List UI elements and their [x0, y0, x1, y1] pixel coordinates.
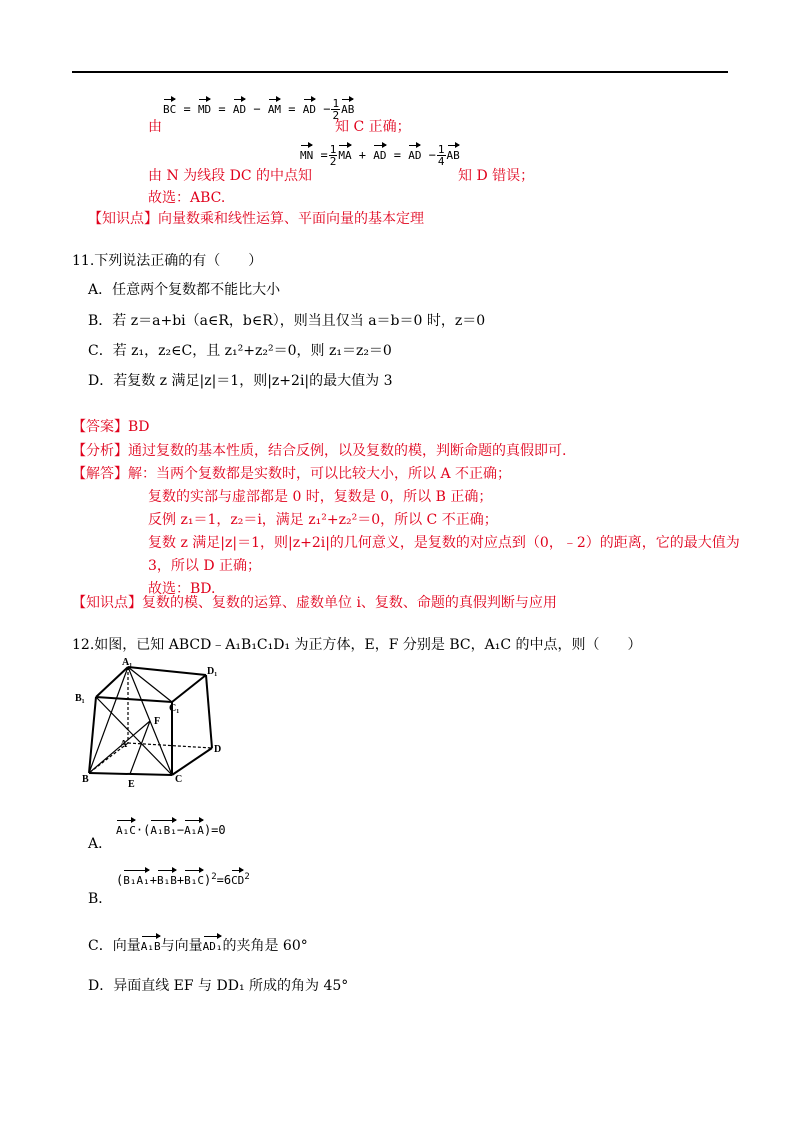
q12-option-a-label: A． — [88, 836, 113, 852]
option-c-mid: 与向量 — [160, 938, 203, 954]
q11-option-d: D．若复数 z 满足|z|＝1，则|z+2i|的最大值为 3 — [88, 373, 393, 389]
analysis-tag: 【分析】 — [72, 443, 128, 459]
label-a1: A₁ — [122, 657, 133, 668]
q12-option-d: D．异面直线 EF 与 DD₁ 所成的角为 45° — [88, 978, 349, 994]
q10-line1-prefix: 由 — [148, 119, 162, 135]
option-c-prefix: C．向量 — [88, 938, 141, 954]
solution-line-2: 复数的实部与虚部都是 0 时，复数是 0，所以 B 正确； — [148, 489, 493, 505]
vector-ad1: AD₁ — [203, 934, 223, 953]
solution-tag: 【解答】 — [72, 466, 128, 482]
q12-option-b-label: B． — [88, 891, 113, 907]
q10-line1-suffix: 知 C 正确； — [335, 119, 411, 135]
solution-line-6: 故选：BD. — [148, 581, 216, 597]
solution-line-4: 复数 z 满足|z|＝1，则|z+2i|的几何意义，是复数的对应点到（0，﹣2）的距离，它的最大值为 — [148, 535, 740, 551]
q11-option-b: B．若 z＝a+bi（a∈R，b∈R），则当且仅当 a＝b＝0 时，z＝0 — [88, 313, 486, 329]
q11-solution — [72, 463, 511, 483]
q11-answer — [72, 416, 150, 436]
knowledge-tag: 【知识点】 — [72, 595, 142, 611]
q11-option-c: C．若 z₁，z₂∈C，且 z₁²+z₂²＝0，则 z₁＝z₂＝0 — [88, 343, 392, 359]
label-b: B — [82, 774, 89, 785]
label-d1: D₁ — [207, 666, 218, 677]
answer-tag: 【答案】 — [72, 419, 128, 435]
q10-line2-suffix: 知 D 错误； — [458, 168, 535, 184]
q11-stem: 11.下列说法正确的有（ ） — [72, 253, 263, 269]
label-d: D — [214, 744, 222, 755]
solution-line-3: 反例 z₁＝1，z₂＝i，满足 z₁²+z₂²＝0，所以 C 不正确； — [148, 512, 498, 528]
q12-option-b-math: $(B_1A_1+B_1B+B_1C)^2=6CD^2$ — [116, 868, 250, 887]
q11-analysis — [72, 440, 566, 460]
label-b1: B₁ — [75, 693, 85, 704]
label-f: F — [154, 716, 161, 727]
label-c1: C₁ — [169, 703, 180, 714]
label-e: E — [128, 779, 135, 790]
q12-stem: 12.如图，已知 ABCD﹣A₁B₁C₁D₁ 为正方体，E，F 分别是 BC，A₁C 的中点，则（ ） — [72, 637, 642, 653]
cube-figure — [72, 655, 242, 795]
knowledge-tag: 【知识点】 — [88, 211, 158, 227]
q12-option-a-math: A₁C·(A₁B₁−A₁A)=0 — [116, 818, 226, 837]
q10-line2-math: MN = $\frac{1}{2}$ MA + AD = AD − $\frac{1}{4}$ AB — [300, 143, 460, 168]
solution-line-1: 解：当两个复数都是实数时，可以比较大小，所以 A 不正确； — [128, 466, 512, 482]
option-c-suffix: 的夹角是 60° — [222, 938, 308, 954]
q10-line2-prefix: 由 N 为线段 DC 的中点知 — [148, 168, 312, 184]
answer-value: BD — [128, 419, 150, 435]
header-rule — [72, 71, 728, 73]
label-c: C — [175, 774, 183, 785]
q10-knowledge — [88, 208, 424, 228]
q11-option-a: A．任意两个复数都不能比大小 — [88, 282, 281, 298]
q12-option-c — [88, 934, 308, 955]
vector-a1b: A₁B — [141, 934, 161, 953]
q11-knowledge — [72, 592, 557, 612]
label-a: A — [120, 739, 128, 750]
q10-line1-math: BC = MD = AD − AM = AD − $\frac{1}{2}$ AB — [163, 97, 355, 122]
knowledge-text: 复数的模、复数的运算、虚数单位 i、复数、命题的真假判断与应用 — [142, 595, 557, 611]
q10-line3: 故选：ABC. — [148, 190, 226, 206]
knowledge-text: 向量数乘和线性运算、平面向量的基本定理 — [158, 211, 424, 227]
solution-line-5: 3，所以 D 正确； — [148, 558, 262, 574]
analysis-text: 通过复数的基本性质，结合反例，以及复数的模，判断命题的真假即可. — [128, 443, 567, 459]
q10-line1 — [148, 116, 162, 136]
